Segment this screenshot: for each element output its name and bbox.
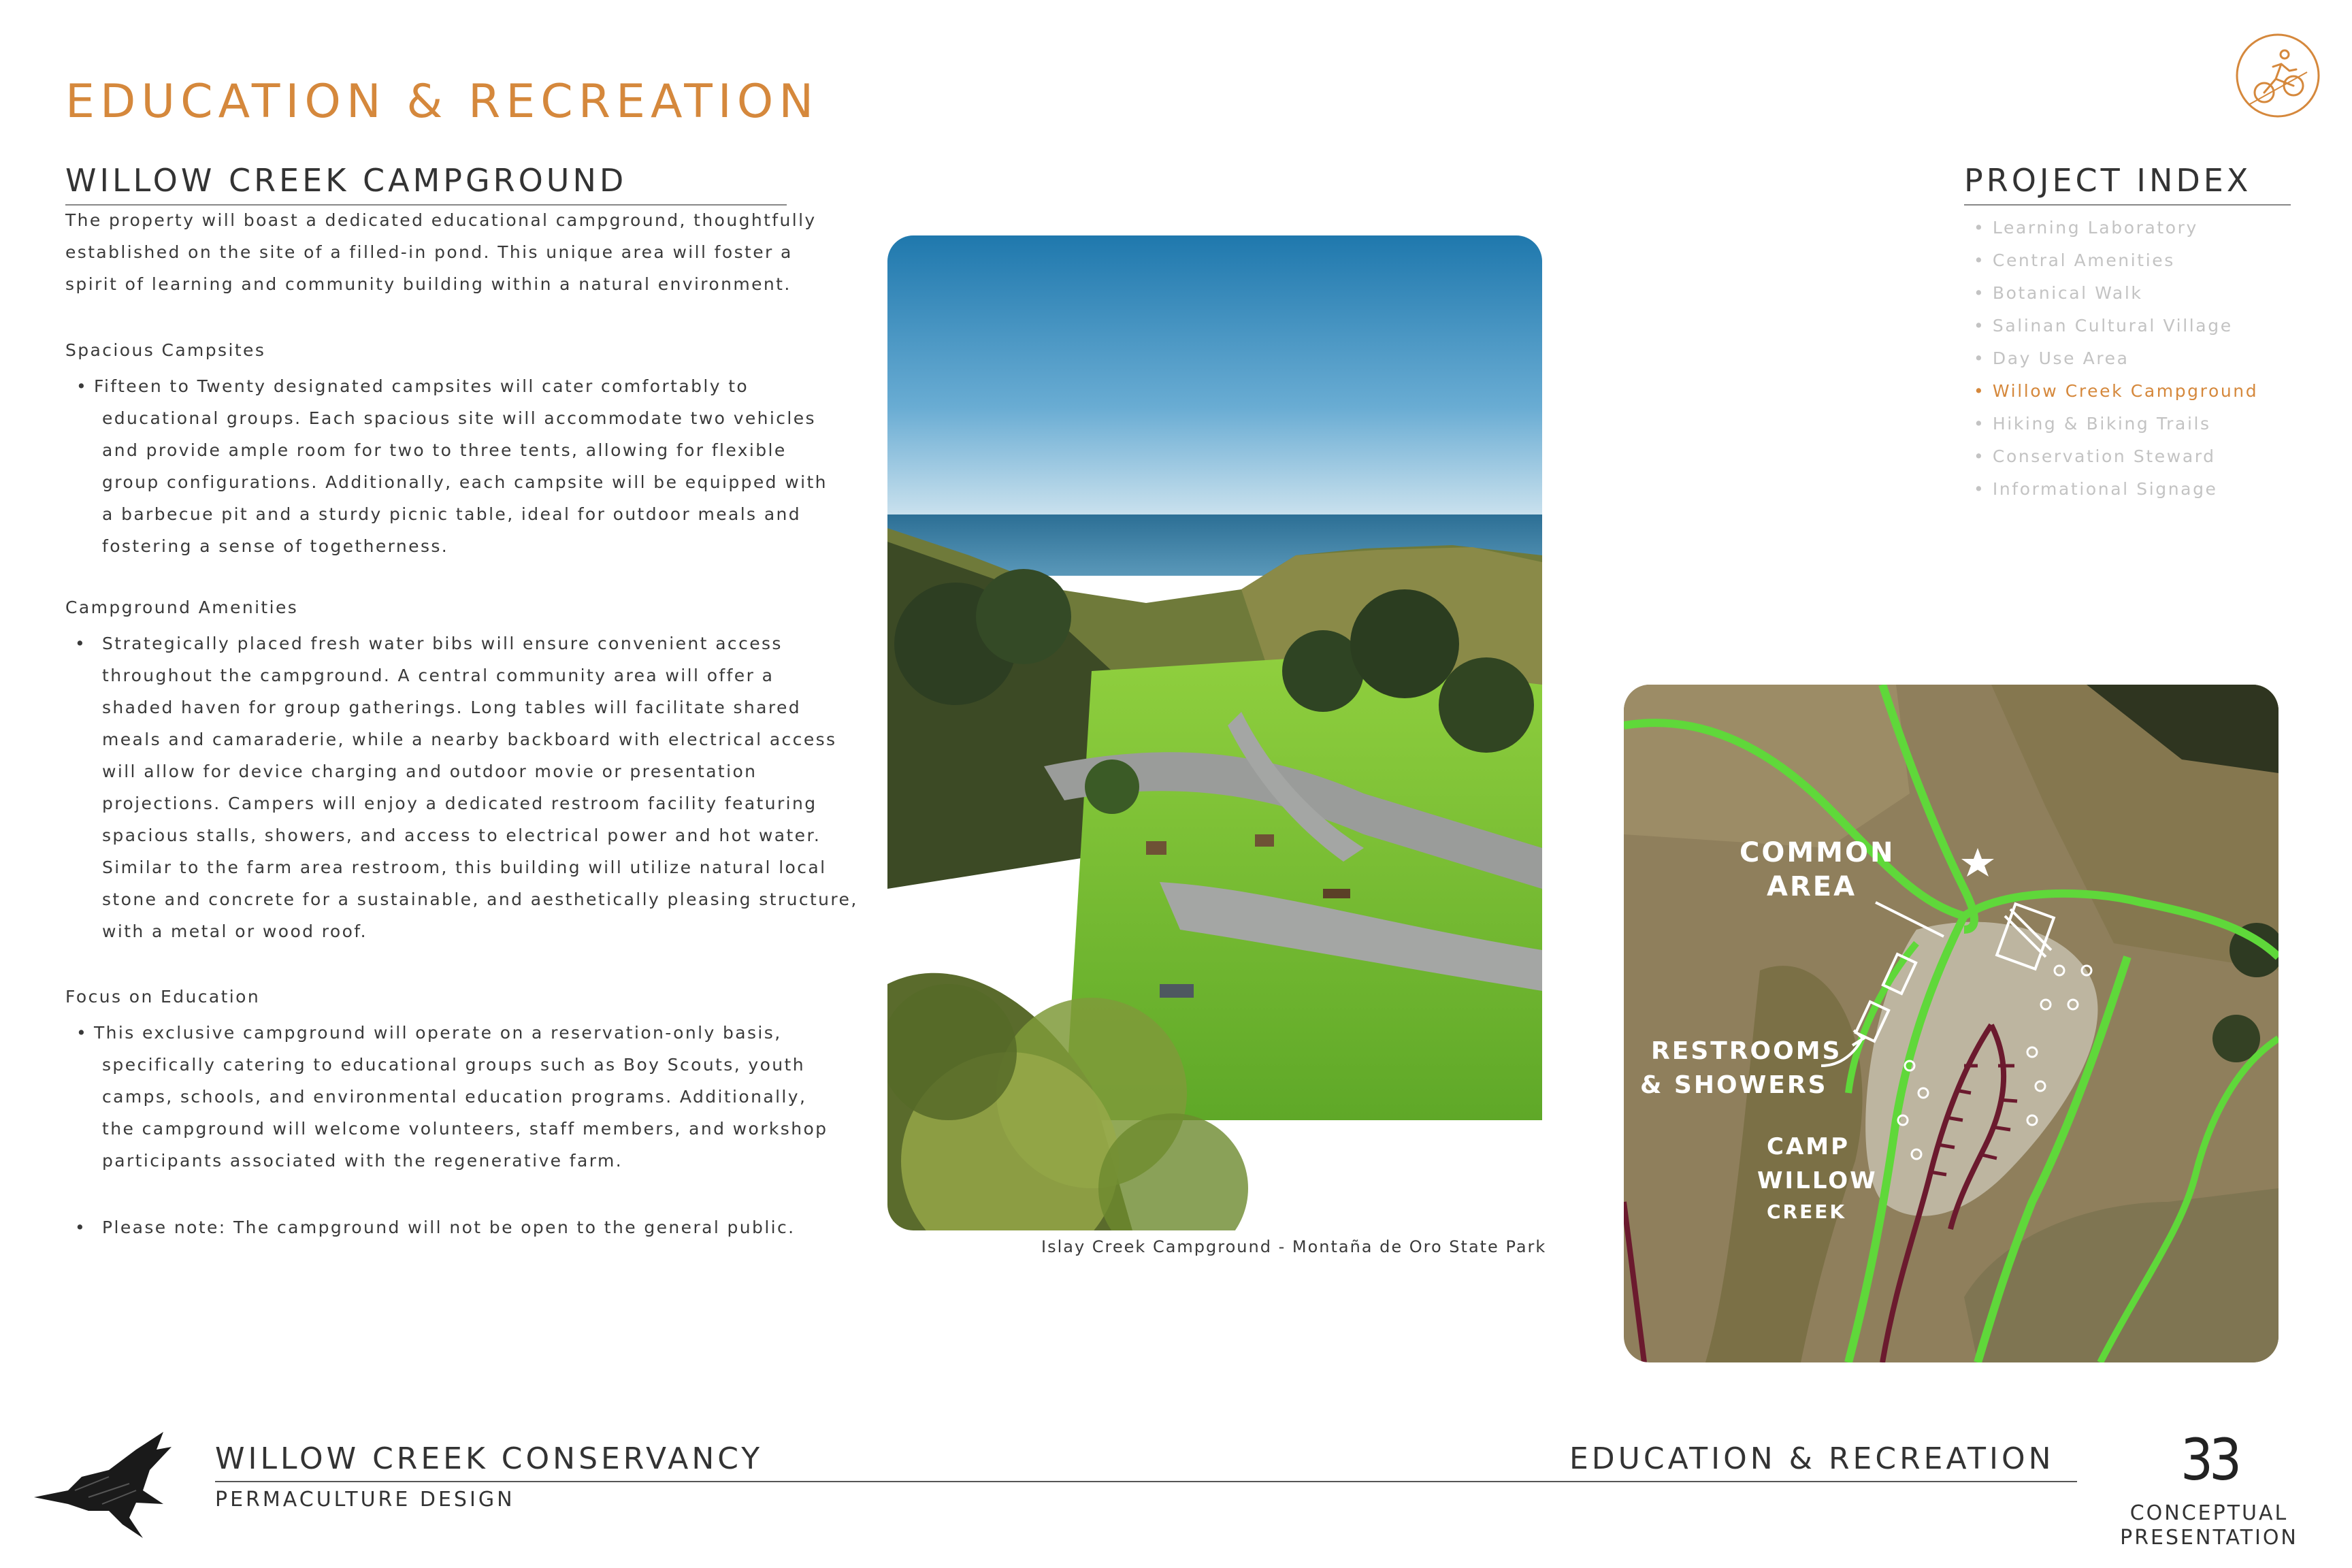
footer-divider: [215, 1481, 2077, 1482]
campsites-line: a barbecue pit and a sturdy picnic table, ideal for outdoor meals and: [102, 504, 802, 524]
map-label-showers: & SHOWERS: [1640, 1071, 1828, 1099]
map-label-restrooms: RESTROOMS: [1651, 1037, 1842, 1065]
footer-section-title: EDUCATION & RECREATION: [1569, 1441, 2055, 1476]
page-number: 33: [2180, 1426, 2238, 1493]
amenities-line: with a metal or wood roof.: [102, 921, 368, 941]
index-item-hiking-biking-trails[interactable]: • Hiking & Biking Trails: [1974, 414, 2211, 434]
amenities-line: meals and camaraderie, while a nearby backboard with electrical access: [102, 730, 837, 749]
map-label-creek: CREEK: [1767, 1200, 1847, 1223]
map-label-willow: WILLOW: [1757, 1167, 1878, 1194]
campsites-heading: Spacious Campsites: [65, 340, 266, 360]
intro-paragraph: The property will boast a dedicated educational campground, thoughtfully established on the site of a filled-in pond. This unique area will foster a spirit of learning and community building within a natural environment.: [65, 210, 817, 294]
campsites-line: educational groups. Each spacious site will accommodate two vehicles: [102, 408, 816, 428]
index-item-willow-creek-campground[interactable]: • Willow Creek Campground: [1974, 381, 2259, 401]
amenities-heading: Campground Amenities: [65, 598, 299, 617]
education-line: specifically catering to educational groups such as Boy Scouts, youth: [102, 1055, 805, 1075]
project-index-heading: PROJECT INDEX: [1964, 162, 2291, 206]
amenities-line: spacious stalls, showers, and access to electrical power and hot water.: [102, 826, 821, 845]
site-map-illustration: [1624, 685, 2278, 1362]
map-label-area: AREA: [1767, 871, 1857, 902]
education-bullet: • This exclusive campground will operate on a reservation-only basis,: [76, 1023, 782, 1043]
map-label-common: COMMON: [1740, 837, 1895, 868]
cyclist-icon: [2234, 31, 2322, 120]
amenities-bullet: • Strategically placed fresh water bibs will ensure convenient access: [75, 634, 783, 653]
education-line: participants associated with the regenerative farm.: [102, 1151, 623, 1171]
amenities-line: throughout the campground. A central community area will offer a: [102, 666, 774, 685]
raven-logo-icon: [27, 1422, 184, 1545]
campground-photo-illustration: [887, 235, 1542, 1230]
footer-org-name: WILLOW CREEK CONSERVANCY: [215, 1441, 764, 1476]
index-item-informational-signage[interactable]: • Informational Signage: [1974, 479, 2218, 499]
page-title: EDUCATION & RECREATION: [65, 75, 819, 129]
index-item-conservation-steward[interactable]: • Conservation Steward: [1974, 446, 2216, 466]
campground-photo: [887, 235, 1542, 1230]
amenities-line: Similar to the farm area restroom, this building will utilize natural local: [102, 858, 827, 877]
index-item-day-use-area[interactable]: • Day Use Area: [1974, 348, 2129, 368]
amenities-line: shaded haven for group gatherings. Long tables will facilitate shared: [102, 698, 802, 717]
index-item-central-amenities[interactable]: • Central Amenities: [1974, 250, 2175, 270]
conceptual-presentation-label: CONCEPTUAL PRESENTATION: [2120, 1501, 2298, 1550]
education-line: camps, schools, and environmental education programs. Additionally,: [102, 1087, 807, 1107]
footer-org-subtitle: PERMACULTURE DESIGN: [215, 1488, 515, 1512]
education-heading: Focus on Education: [65, 987, 261, 1007]
index-item-salinan-cultural-village[interactable]: • Salinan Cultural Village: [1974, 316, 2233, 336]
amenities-line: will allow for device charging and outdoor movie or presentation: [102, 762, 757, 781]
campsites-line: group configurations. Additionally, each campsite will be equipped with: [102, 472, 828, 492]
campsites-line: and provide ample room for two to three tents, allowing for flexible: [102, 440, 787, 460]
education-line: the campground will welcome volunteers, staff members, and workshop: [102, 1119, 828, 1139]
section-heading: WILLOW CREEK CAMPGROUND: [65, 162, 787, 206]
index-item-learning-laboratory[interactable]: • Learning Laboratory: [1974, 218, 2198, 238]
amenities-line: stone and concrete for a sustainable, and aesthetically pleasing structure,: [102, 889, 858, 909]
amenities-line: projections. Campers will enjoy a dedicated restroom facility featuring: [102, 794, 817, 813]
education-note: • Please note: The campground will not be open to the general public.: [75, 1218, 796, 1237]
index-item-botanical-walk[interactable]: • Botanical Walk: [1974, 283, 2143, 303]
campsites-line: fostering a sense of togetherness.: [102, 536, 449, 556]
campsites-bullet: • Fifteen to Twenty designated campsites will cater comfortably to: [76, 376, 749, 396]
photo-caption: Islay Creek Campground - Montaña de Oro State Park: [1041, 1237, 1547, 1256]
map-label-camp: CAMP: [1767, 1133, 1850, 1160]
campground-site-map: [1624, 685, 2278, 1362]
